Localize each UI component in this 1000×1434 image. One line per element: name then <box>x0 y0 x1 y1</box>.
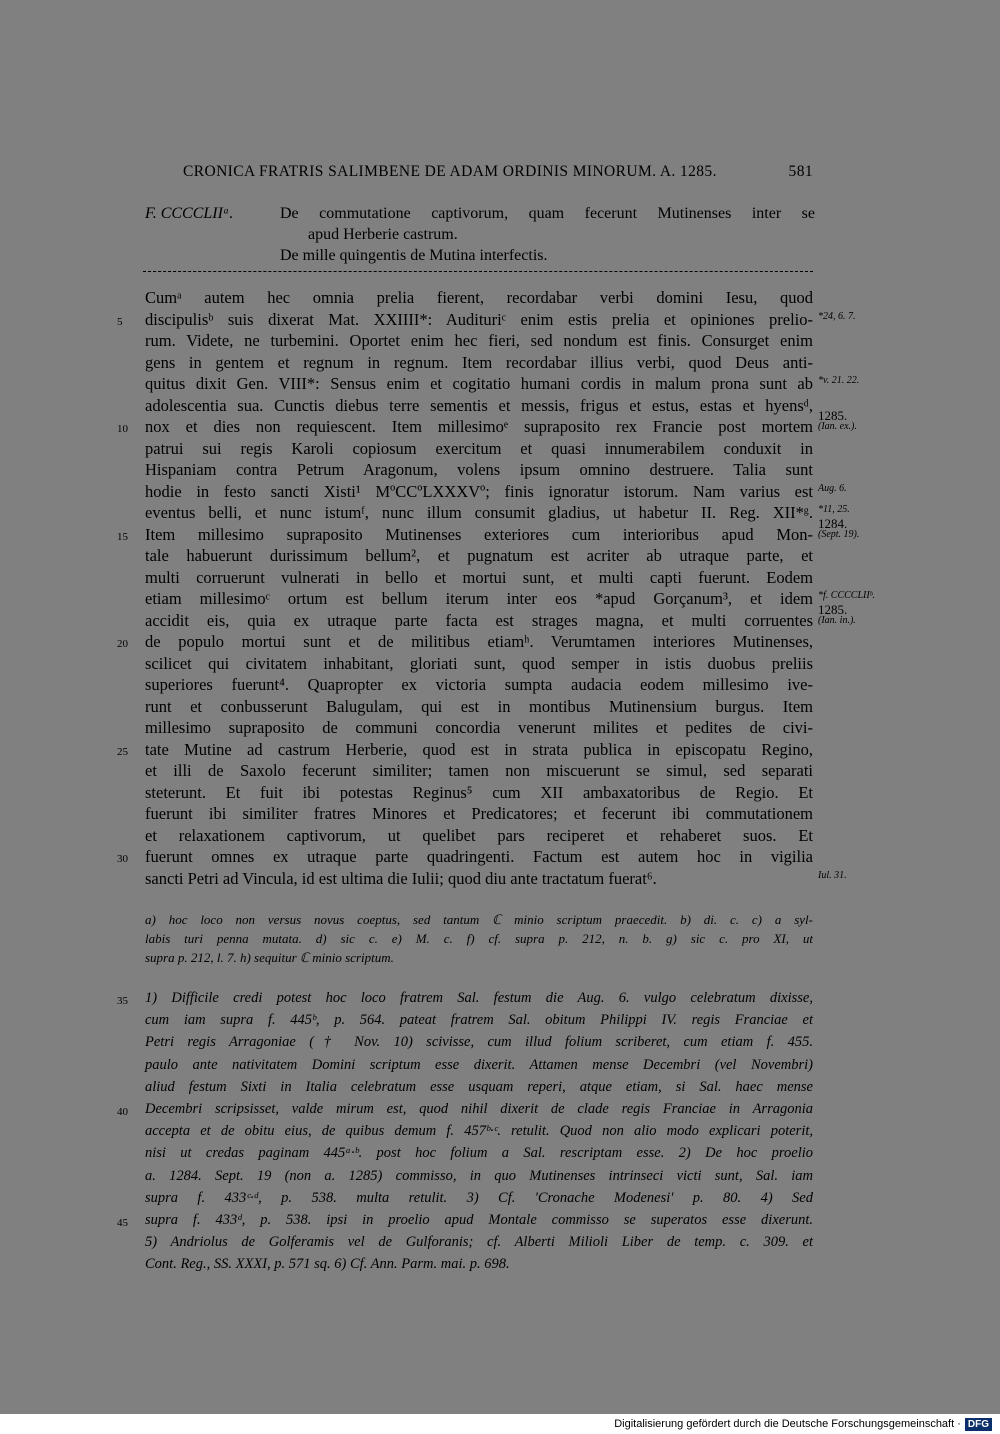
footnote-text: Petri regis Arragoniae († Nov. 10) scivisse, cum illud folium scriberet, cum etiam f. 455. <box>145 1034 813 1051</box>
text-line <box>117 515 860 546</box>
line-text: superiores fuerunt⁴. Quapropter ex victoria sumpta audacia eodem millesimo ive- <box>145 675 813 694</box>
line-text: etiam millesimoᶜ ortum est bellum iterum inter eos *apud Gorçanum³, et idem <box>145 589 813 608</box>
line-number: 20 <box>117 638 128 650</box>
margin-note: Aug. 6. <box>818 482 847 494</box>
footnote-text: supra f. 433ᵈ, p. 538. ipsi in proelio apud Montale commisso se superatos esse dixerunt. <box>145 1211 813 1228</box>
line-text: multi corruerunt vulnerati in bello et mortui sunt, et multi capti fuerunt. Eodem <box>145 567 813 587</box>
line-text: fuerunt omnes ex utraque parte quadringenti. Factum est autem hoc in vigilia <box>145 847 813 866</box>
footnote-text: supra f. 433ᶜ·ᵈ, p. 538. multa retulit. 3) Cf. 'Cronache Modenesi' p. 80. 4) Sed <box>145 1189 813 1206</box>
folio-label: F. CCCCLIIᵃ. <box>145 205 234 222</box>
footnote-line <box>145 1165 813 1187</box>
margin-note: 1285. (Ian. in.). <box>818 601 856 626</box>
footnote-text: Decembri scripsisset, valde mirum est, quod nihil dixerit de clade regis Franciae in Arragonia <box>145 1100 813 1117</box>
footnote-text: paulo ante nativitatem Domini scriptum esse dixerit. Attamen mense Decembri (vel Novembri) <box>145 1056 813 1073</box>
line-text: sancti Petri ad Vincula, id est ultima die Iulii; quod diu ante tractatum fuerat⁶. <box>145 868 657 888</box>
line-number: 40 <box>117 1105 128 1118</box>
text-line <box>145 782 813 804</box>
line-text: rum. Videte, ne turbemini. Oportet enim hec fieri, sed nondum est finis. Consurget enim <box>145 331 813 350</box>
footnote-line <box>145 1231 813 1253</box>
page-number: 581 <box>788 163 813 180</box>
footnote-text: accepta et de obitu eius, de quibus demum f. 457ᵇ·ᶜ. retulit. Quod non alio modo explicari poterit, <box>145 1123 813 1140</box>
line-text: hodie in festo sancti Xisti¹ MºCCºLXXXVº; finis ignoratur istorum. Nam varius est <box>145 481 813 501</box>
text-line <box>117 846 813 868</box>
footnote-text: 5) Andriolus de Golferamis vel de Gulforanis; cf. Alberti Milioli Liber de temp. c. 309. et <box>145 1234 813 1251</box>
footnote-line <box>145 1054 813 1076</box>
line-text: et relaxationem captivorum, ut quelibet pars reciperet et rehaberet suos. Et <box>145 825 813 845</box>
footnote-text: cum iam supra f. 445ᵇ, p. 564. pateat fratrem Sal. obitum Philippi IV. regis Franciae et <box>145 1012 813 1029</box>
text-line <box>145 868 847 890</box>
margin-note: Iul. 31. <box>818 869 847 881</box>
line-text: discipulisᵇ suis dixerat Mat. XXIIII*: Audituriᶜ enim estis prelia et opiniones prelio- <box>145 309 813 329</box>
footnote-line <box>145 1120 813 1142</box>
line-number: 35 <box>117 995 128 1007</box>
line-number: 45 <box>117 1216 128 1229</box>
text-line <box>145 502 850 524</box>
text-line <box>117 408 857 438</box>
margin-note: 1285. (Ian. ex.). <box>818 408 857 432</box>
text-line <box>145 330 813 352</box>
line-text: eventus belli, et nunc istumᶠ, nunc illum consumit gladius, ut habetur II. Reg. XII*ᵍ. <box>145 503 813 522</box>
text-line <box>145 653 813 675</box>
line-number: 25 <box>117 745 128 758</box>
line-number: 5 <box>117 315 123 328</box>
text-line <box>145 287 813 309</box>
dfg-logo: DFG <box>965 1418 992 1431</box>
digitization-footer <box>0 1414 1000 1434</box>
chapter-title-line: De mille quingentis de Mutina interfectis. <box>280 247 548 264</box>
text-line <box>145 717 813 739</box>
text-line <box>145 481 847 503</box>
margin-note: *f. CCCCLIIᵇ. <box>818 590 875 601</box>
line-text: steterunt. Et fuit ibi potestas Reginus⁵ cum XII ambaxatoribus de Regio. Et <box>145 782 813 802</box>
running-title: CRONICA FRATRIS SALIMBENE DE ADAM ORDINIS MINORUM. A. 1285. <box>183 163 717 180</box>
footnote-text: aliud festum Sixti in Italia celebratum esse usquam reperi, atque etiam, si Sal. haec mense <box>145 1078 813 1095</box>
chapter-title-line: De commutatione captivorum, quam fecerunt Mutinenses inter se <box>280 205 815 222</box>
line-text: nox et dies non requiescent. Item millesimoᵉ supraposito rex Francie post mortem <box>145 417 813 436</box>
line-text: scilicet qui civitatem inhabitant, gloriati sunt, quod semper in istis duobus preliis <box>145 653 813 673</box>
footnote-line <box>145 1009 813 1031</box>
text-line <box>145 373 860 395</box>
text-line <box>145 352 813 374</box>
text-line <box>145 395 813 417</box>
footnote-line <box>117 987 813 1009</box>
text-line <box>145 601 856 632</box>
footnote-text: a. 1284. Sept. 19 (non a. 1285) commisso, in quo Mutinenses intrinseci victi sunt, Sal. iam <box>145 1167 813 1184</box>
chapter-title <box>280 203 815 266</box>
main-text <box>117 287 875 889</box>
footnote-line <box>117 1098 813 1120</box>
text-line <box>117 631 813 653</box>
line-text: adolescentia sua. Cunctis diebus terre sementis et messis, frigus et estus, estas et hyensᵈ, <box>145 395 813 415</box>
line-text: Cumᵃ autem hec omnia prelia fierent, recordabar verbi domini Iesu, quod <box>145 288 813 307</box>
text-line <box>145 588 875 610</box>
note-line: labis turi penna mutata. d) sic c. e) M. c. f) cf. supra p. 212, n. b. g) sic c. pro XI, ut <box>145 931 813 946</box>
line-text: Item millesimo supraposito Mutinenses exteriores cum interioribus apud Mon- <box>145 524 813 544</box>
footnote-line <box>117 1209 813 1231</box>
text-line <box>145 825 813 847</box>
margin-note: *v. 21. 22. <box>818 375 860 386</box>
chapter-title-line: apud Herberie castrum. <box>308 226 458 243</box>
text-line <box>145 696 813 718</box>
textual-notes <box>145 910 813 967</box>
text-line <box>117 739 813 761</box>
text-line <box>117 309 856 331</box>
heading-divider <box>143 271 813 272</box>
margin-note: *11, 25. <box>818 504 850 515</box>
text-line <box>145 803 813 825</box>
footnotes <box>117 987 813 1275</box>
text-line <box>145 567 813 589</box>
footer-text: Digitalisierung gefördert durch die Deutsche Forschungsgemeinschaft · <box>614 1418 961 1430</box>
margin-note: 1284. (Sept. 19). <box>818 515 860 540</box>
line-text: tale habuerunt durissimum bellum², et pugnatum est acriter ab utraque parte, et <box>145 546 813 565</box>
line-text: et illi de Saxolo fecerunt similiter; tamen non miscuerunt se simul, sed separati <box>145 761 813 780</box>
line-text: gens in gentem et regnum in regnum. Item recordabar illius verbi, quod Deus anti- <box>145 352 813 372</box>
line-text: de populo mortui sunt et de militibus etiamʰ. Verumtamen interiores Mutinenses, <box>145 632 813 651</box>
footnote-line <box>145 1187 813 1209</box>
line-text: fuerunt ibi similiter fratres Minores et Predicatores; et fecerunt ibi commutationem <box>145 804 813 823</box>
footnote-text: nisi ut credas paginam 445ᵃ·ᵇ. post hoc folium a Sal. rescriptam esse. 2) De hoc proelio <box>145 1145 813 1162</box>
line-number: 30 <box>117 853 128 865</box>
text-line <box>145 438 813 460</box>
line-number: 15 <box>117 530 128 543</box>
line-text: millesimo supraposito de communi concordia venerunt milites et pedites de civi- <box>145 718 813 737</box>
footnote-text: 1) Difficile credi potest hoc loco fratrem Sal. festum die Aug. 6. vulgo celebratum dixisse, <box>145 990 813 1006</box>
footnote-line <box>145 1076 813 1098</box>
footnote-line <box>145 1142 813 1164</box>
footnote-line <box>145 1253 813 1275</box>
line-text: patrui sui regis Karoli copiosum exercitum et quasi innumerabilem conduxit in <box>145 438 813 458</box>
line-text: quitus dixit Gen. VIII*: Sensus enim et cogitatio humani cordis in malum prona sunt ab <box>145 374 813 393</box>
line-text: accidit eis, quia ex utraque parte facta est strages magna, et multi corruentes <box>145 610 813 630</box>
running-header <box>183 163 813 181</box>
line-text: runt et conbusserunt Balugulam, qui est in montibus Mutinensium burgus. Item <box>145 696 813 716</box>
text-line <box>145 760 813 782</box>
note-line: a) hoc loco non versus novus coeptus, sed tantum ℂ minio scriptum praecedit. b) di. c. c) a syl- <box>145 912 813 927</box>
text-line <box>145 674 813 696</box>
footnote-text: Cont. Reg., SS. XXXI, p. 571 sq. 6) Cf. Ann. Parm. mai. p. 698. <box>145 1256 510 1273</box>
margin-note: *24, 6. 7. <box>818 310 856 322</box>
text-line <box>145 545 813 567</box>
line-text: Hispaniam contra Petrum Aragonum, volens ipsum omnino destruere. Talia sunt <box>145 460 813 479</box>
note-line: supra p. 212, l. 7. h) sequitur ℂ minio scriptum. <box>145 950 394 965</box>
line-text: tate Mutine ad castrum Herberie, quod est in strata publica in episcopatu Regino, <box>145 739 813 759</box>
footnote-line <box>145 1031 813 1053</box>
line-number: 10 <box>117 423 128 435</box>
text-line <box>145 459 813 481</box>
